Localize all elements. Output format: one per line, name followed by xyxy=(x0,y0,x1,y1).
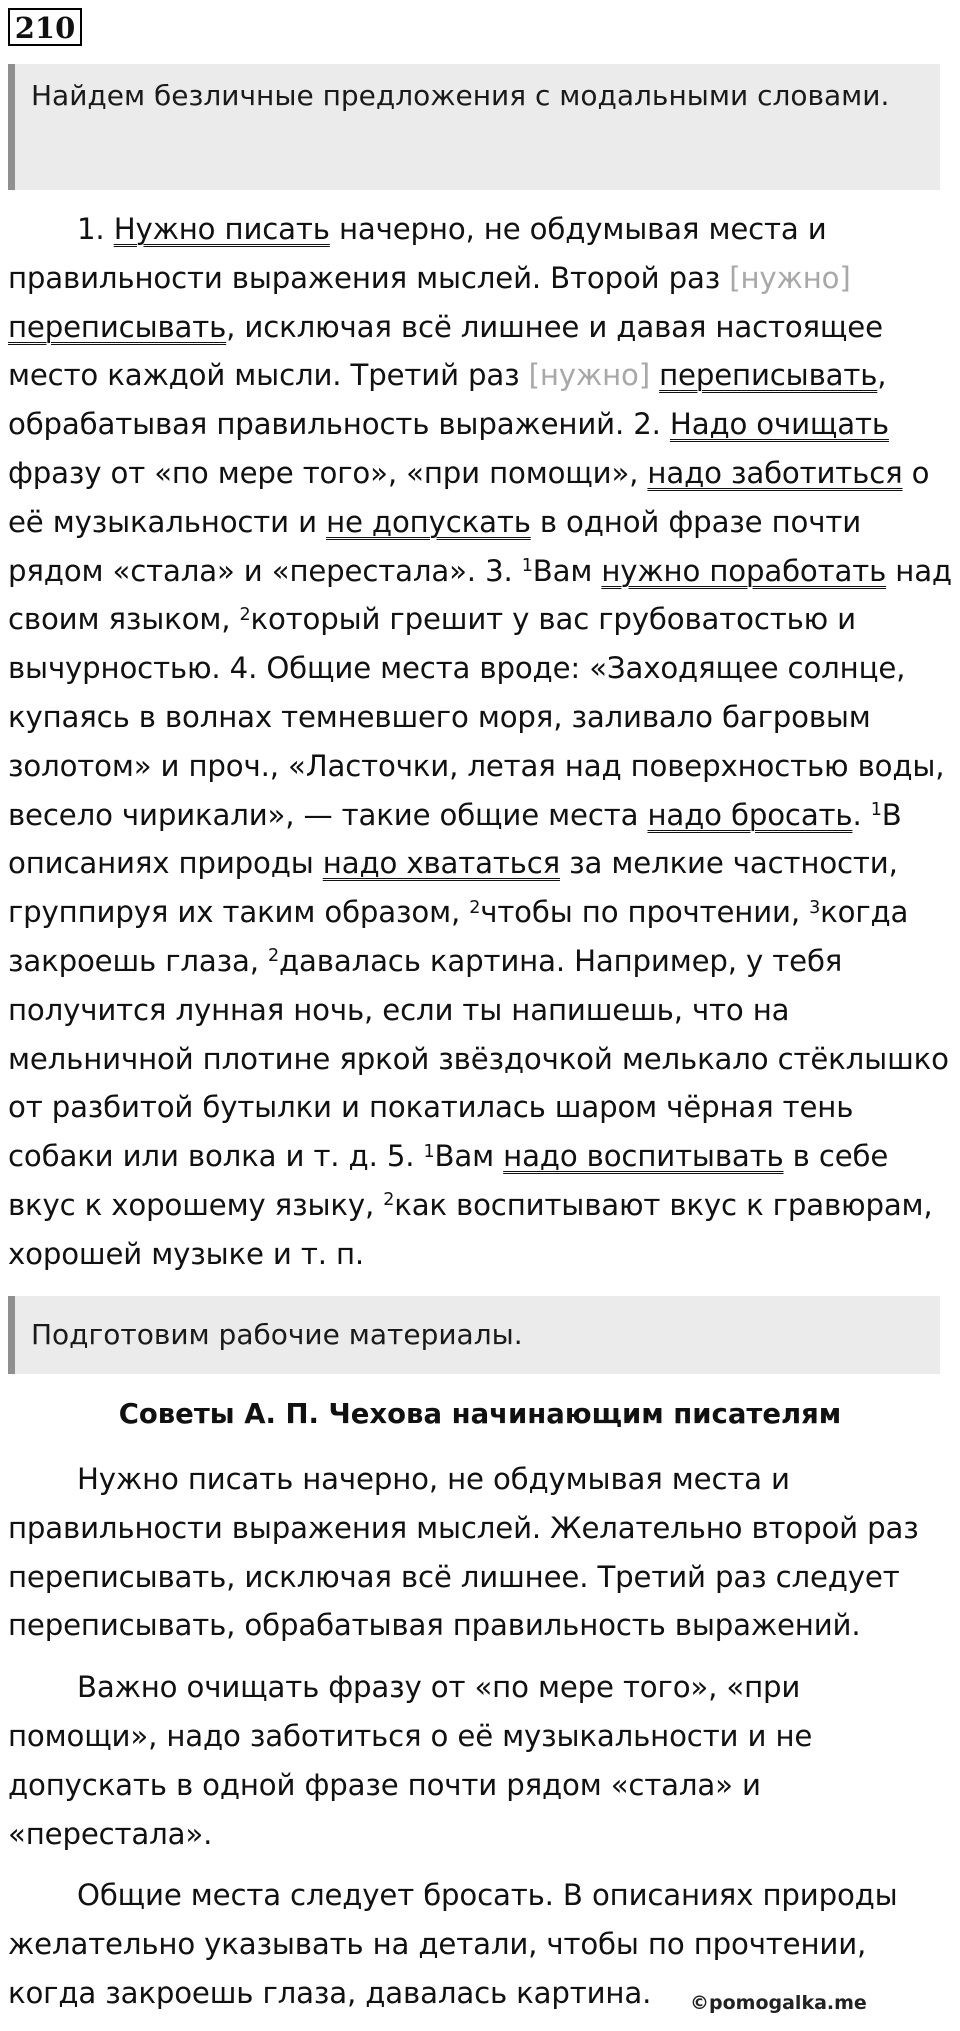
predicate: переписывать xyxy=(8,309,227,344)
predicate: Надо очищать xyxy=(669,407,889,442)
clause-index: 1 xyxy=(870,799,882,820)
predicate: переписывать xyxy=(659,358,878,393)
analysis-text xyxy=(8,205,954,1279)
predicate: Нужно писать xyxy=(113,212,330,246)
task-note: Подготовим рабочие материалы. xyxy=(8,1296,940,1374)
task-note: Найдем безличные предложения с модальными словами. xyxy=(8,64,940,190)
omitted-word: [нужно] xyxy=(528,358,650,393)
advice-paragraph: Важно очищать фразу от «по мере того», «при помощи», надо заботиться о её музыкальности и не допускать в одной фразе почти рядом «стала» и «перестала». xyxy=(8,1670,813,1851)
advice-paragraph: Нужно писать начерно, не обдумывая места и правильности выражения мыслей. Желательно второй раз переписывать, исключая всё лишнее. Третий раз следует переписывать, обрабатывая правильность выражений. xyxy=(8,1462,919,1643)
predicate: нужно поработать xyxy=(601,553,887,588)
clause-index: 2 xyxy=(268,946,280,967)
omitted-word: [нужно] xyxy=(729,260,851,295)
clause-index: 2 xyxy=(239,604,251,625)
predicate: надо воспитывать xyxy=(503,1139,784,1174)
clause-index: 2 xyxy=(383,1190,395,1211)
clause-index: 2 xyxy=(469,897,481,918)
clause-index: 1 xyxy=(423,1141,435,1162)
advice-text xyxy=(8,1455,954,2031)
advice-title: Советы А. П. Чехова начинающим писателям xyxy=(118,1398,842,1430)
analysis-paragraph: 1. Нужно писать начерно, не обдумывая места и правильности выражения мыслей. Второй раз [нужно] переписывать, исключая всё лишнее и давая настоящее место каждой мысли. Третий раз [нужно] переписывать, обрабатывая правильность выражений. 2. Надо очищать фразу от «по мере того», «при помощи», надо заботиться о её музыкальности и не допускать в одной фразе почти рядом «стала» и «перестала». 3. $^1$Вам нужно поработать над своим языком, $^2$который грешит у вас грубоватостью и вычурностью. 4. Общие места вроде: «Заходящее солнце, купаясь в волнах темневшего моря, заливало багровым золотом» и проч., «Ласточки, летая над поверхностью воды, весело чирикали», — такие общие места надо бросать. $^1$В описаниях природы надо хвататься за мелкие частности, группируя их таким образом, $^2$чтобы по прочтении, $^3$когда закроешь глаза, $^2$давалась картина. Например, у тебя получится лунная ночь, если ты напишешь, что на мельничной плотине яркой звёздочкой мелькало стёклышко от разбитой бутылки и покатилась шаром чёрная тень собаки или волка и т. д. 5. $^1$Вам надо воспитывать в себе вкус к хорошему языку, $^2$как воспитывают вкус к гравюрам, хорошей музыке и т. п. xyxy=(8,212,952,1271)
predicate: надо хвататься xyxy=(322,846,561,881)
advice-paragraph: Общие места следует бросать. В описаниях природы желательно указывать на детали, чтобы по прочтении, когда закроешь глаза, давалась картина. xyxy=(8,1878,898,2010)
predicate: надо заботиться xyxy=(647,455,903,490)
watermark: ©pomogalka.me xyxy=(690,1992,867,2014)
clause-index: 3 xyxy=(809,897,821,918)
predicate: не допускать xyxy=(326,504,531,539)
clause-index: 1 xyxy=(521,555,533,576)
predicate: надо бросать xyxy=(647,797,853,832)
exercise-number: 210 xyxy=(8,8,82,46)
